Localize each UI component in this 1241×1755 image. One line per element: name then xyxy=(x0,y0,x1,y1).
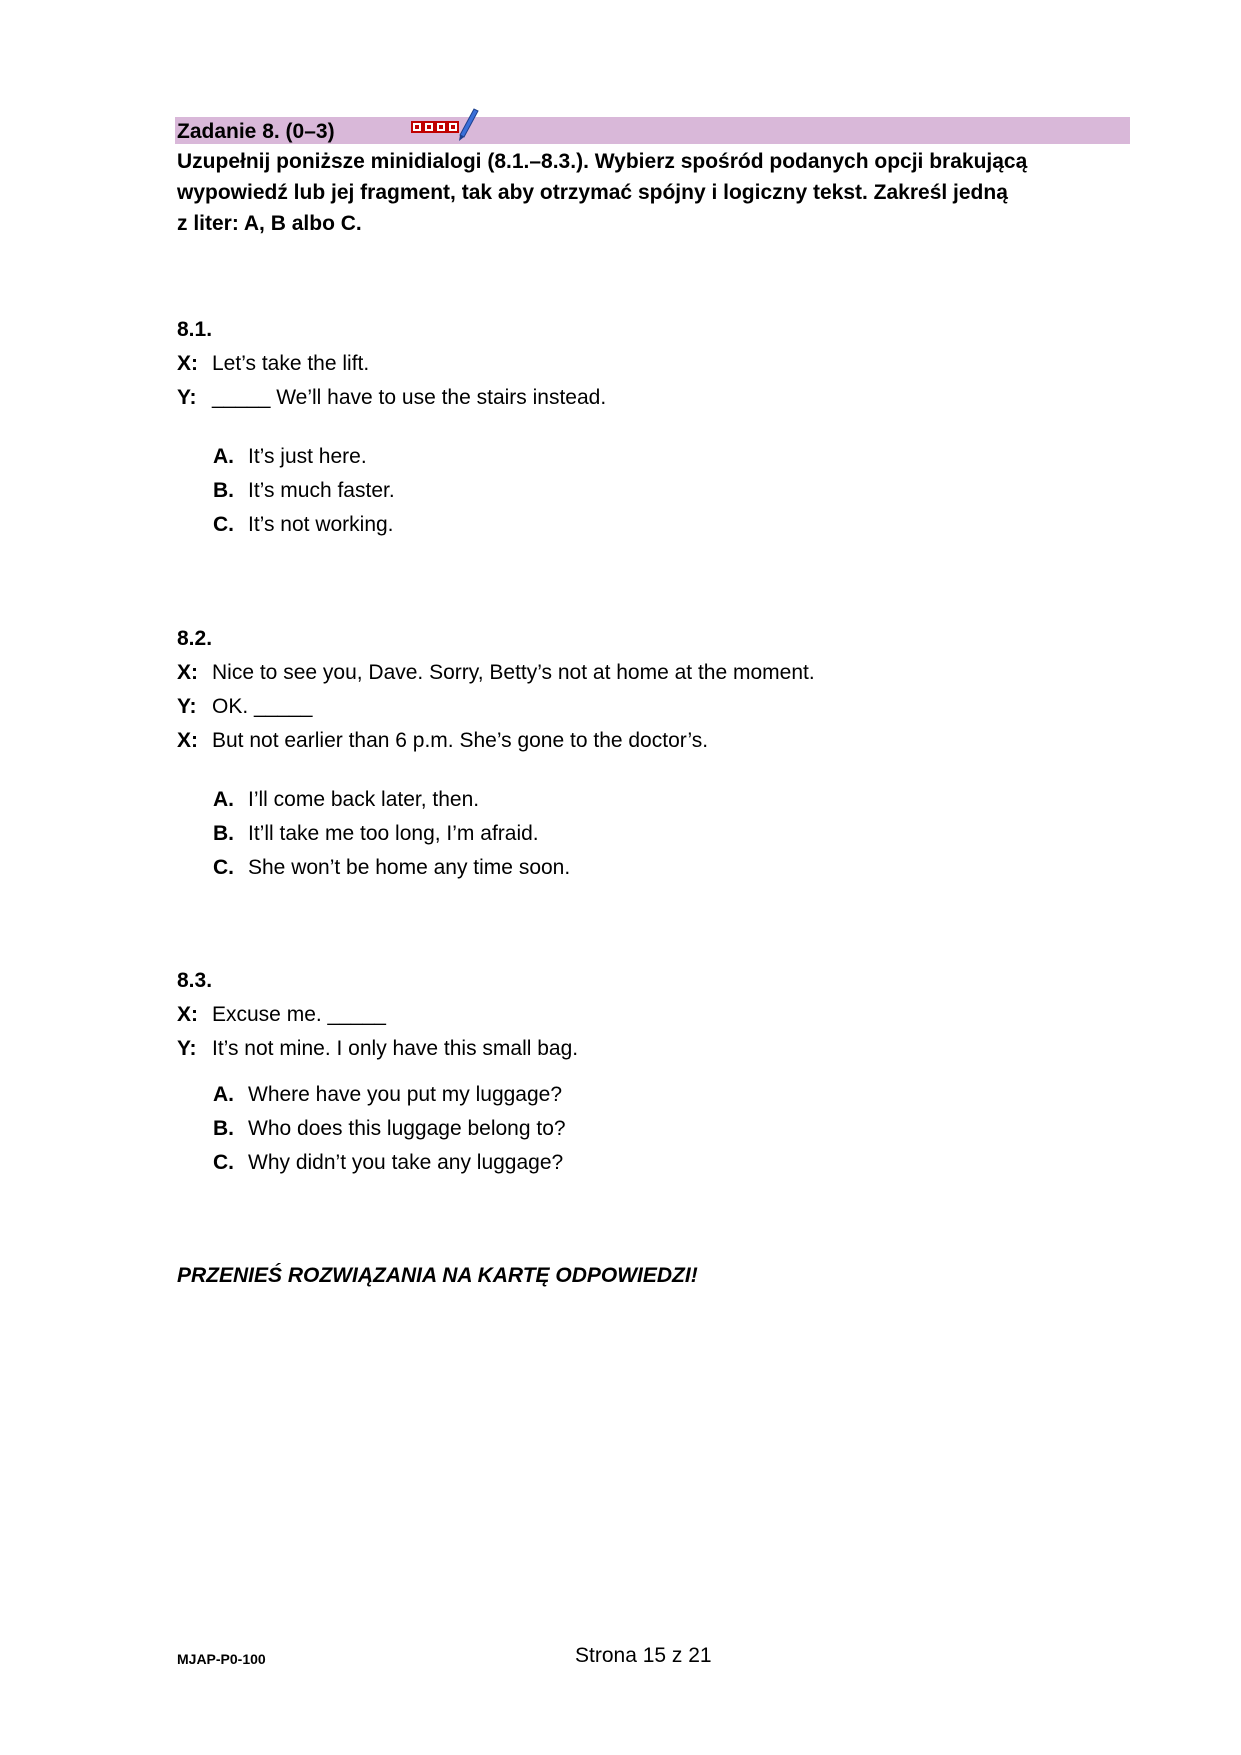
answer-option-b[interactable] xyxy=(213,479,395,503)
answer-option-c[interactable] xyxy=(213,513,394,537)
option-letter: C. xyxy=(213,856,234,879)
dialogue-text: OK. _____ xyxy=(212,695,313,718)
exam-code: MJAP-P0-100 xyxy=(177,1651,266,1667)
dialogue-line xyxy=(177,729,708,753)
option-letter: A. xyxy=(213,445,234,468)
checkbox-icon xyxy=(412,122,422,132)
option-letter: B. xyxy=(213,479,234,502)
question-number: 8.2. xyxy=(177,627,213,650)
answer-option-c[interactable] xyxy=(213,856,570,880)
checkbox-icon xyxy=(436,122,446,132)
dialogue-line xyxy=(177,386,606,410)
task-icons xyxy=(410,105,490,152)
option-letter: B. xyxy=(213,1117,234,1140)
dialogue-text: But not earlier than 6 p.m. She’s gone to the doctor’s. xyxy=(212,729,709,752)
page-number: Strona 15 z 21 xyxy=(575,1644,712,1667)
question-number: 8.3. xyxy=(177,969,213,992)
dialogue-text: Let’s take the lift. xyxy=(212,352,370,375)
answer-option-a[interactable] xyxy=(213,1083,562,1107)
dialogue-line xyxy=(177,352,369,376)
answer-option-b[interactable] xyxy=(213,822,539,846)
dialogue-line xyxy=(177,661,815,685)
option-letter: A. xyxy=(213,1083,234,1106)
option-text: Where have you put my luggage? xyxy=(248,1083,563,1106)
option-text: It’s just here. xyxy=(248,445,367,468)
dialogue-line xyxy=(177,1003,386,1027)
dialogue-text: Nice to see you, Dave. Sorry, Betty’s not at home at the moment. xyxy=(212,661,815,684)
dialogue-line xyxy=(177,1037,578,1061)
transfer-note: PRZENIEŚ ROZWIĄZANIA NA KARTĘ ODPOWIEDZI! xyxy=(177,1264,698,1287)
answer-option-c[interactable] xyxy=(213,1151,563,1175)
answer-option-a[interactable] xyxy=(213,445,367,469)
task-header xyxy=(175,117,1130,144)
instruction-line: Uzupełnij poniższe minidialogi (8.1.–8.3.). Wybierz spośród podanych opcji brakującą xyxy=(177,150,1028,173)
task-icons-graphic xyxy=(410,105,490,145)
pen-icon xyxy=(459,109,478,141)
speaker-label: X: xyxy=(177,661,198,684)
task-title: Zadanie 8. (0–3) xyxy=(177,120,335,143)
question-number: 8.1. xyxy=(177,318,213,341)
answer-option-a[interactable] xyxy=(213,788,479,812)
option-letter: C. xyxy=(213,1151,234,1174)
dialogue-text: Excuse me. _____ xyxy=(212,1003,386,1026)
speaker-label: Y: xyxy=(177,1037,197,1060)
option-text: I’ll come back later, then. xyxy=(248,788,480,811)
option-text: Why didn’t you take any luggage? xyxy=(248,1151,564,1174)
option-letter: C. xyxy=(213,513,234,536)
option-text: She won’t be home any time soon. xyxy=(248,856,571,879)
answer-option-b[interactable] xyxy=(213,1117,566,1141)
task-instruction xyxy=(177,146,1127,239)
option-text: Who does this luggage belong to? xyxy=(248,1117,566,1140)
dialogue-line xyxy=(177,695,312,719)
speaker-label: Y: xyxy=(177,386,197,409)
instruction-line: z liter: A, B albo C. xyxy=(177,212,362,235)
instruction-line: wypowiedź lub jej fragment, tak aby otrzymać spójny i logiczny tekst. Zakreśl jedną xyxy=(177,181,1008,204)
option-text: It’s not working. xyxy=(248,513,394,536)
option-letter: B. xyxy=(213,822,234,845)
speaker-label: X: xyxy=(177,352,198,375)
checkbox-icon xyxy=(424,122,434,132)
checkbox-icon xyxy=(448,122,458,132)
dialogue-text: It’s not mine. I only have this small bag. xyxy=(212,1037,579,1060)
option-letter: A. xyxy=(213,788,234,811)
speaker-label: X: xyxy=(177,1003,198,1026)
speaker-label: X: xyxy=(177,729,198,752)
option-text: It’ll take me too long, I’m afraid. xyxy=(248,822,539,845)
option-text: It’s much faster. xyxy=(248,479,395,502)
dialogue-text: _____ We’ll have to use the stairs instead. xyxy=(212,386,607,409)
speaker-label: Y: xyxy=(177,695,197,718)
